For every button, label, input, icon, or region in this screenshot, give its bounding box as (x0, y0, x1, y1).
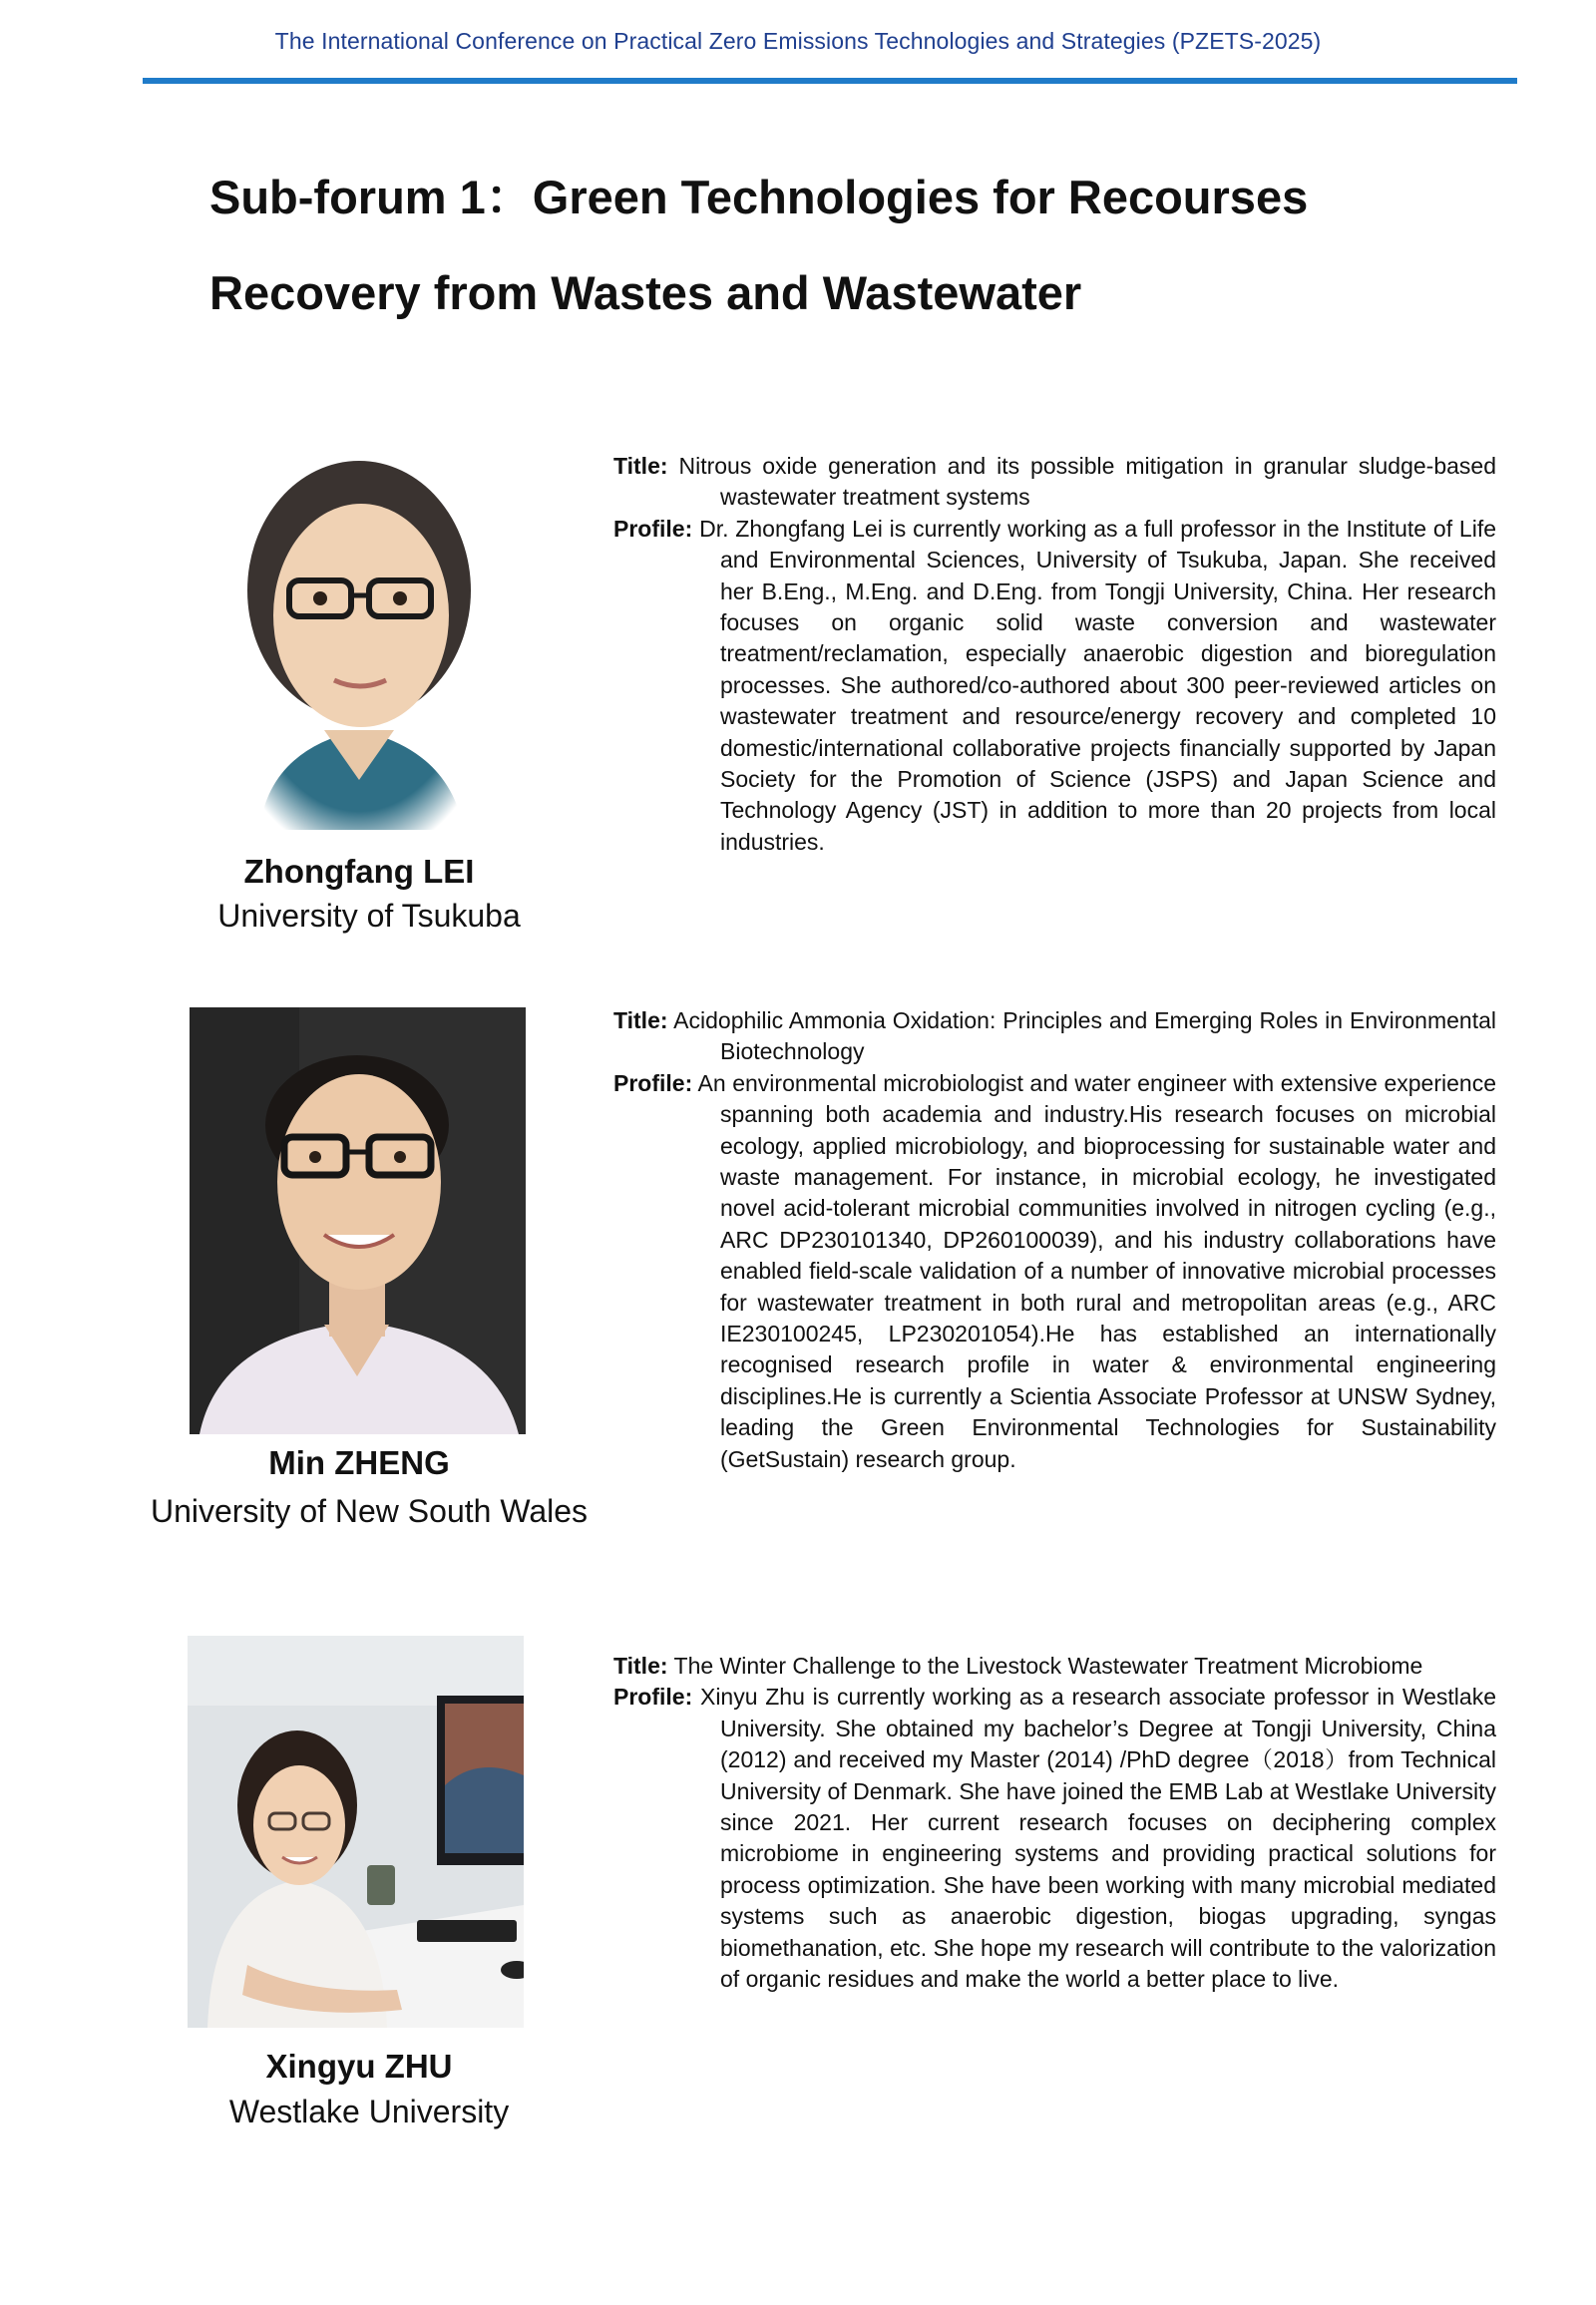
speaker-info-min-zheng (613, 1005, 1496, 1475)
subforum-heading-line1: Sub-forum 1：Green Technologies for Recourses (209, 171, 1309, 223)
speaker-affiliation: University of New South Wales (150, 1493, 589, 1529)
title-label: Title: (613, 1007, 668, 1033)
title-label: Title: (613, 1653, 668, 1679)
subforum-heading-line2: Recovery from Wastes and Wastewater (209, 266, 1082, 319)
speaker-affiliation: Westlake University (228, 2094, 510, 2129)
talk-title-entry (613, 1651, 1496, 1682)
speaker-name: Zhongfang LEI (243, 853, 475, 890)
talk-title-entry (613, 1005, 1496, 1068)
talk-title: The Winter Challenge to the Livestock Wastewater Treatment Microbiome (673, 1653, 1423, 1679)
profile-label: Profile: (613, 515, 693, 542)
portrait-man-glasses (190, 1007, 526, 1434)
speaker-name: Xingyu ZHU (265, 2048, 453, 2085)
talk-title: Nitrous oxide generation and its possible mitigation in granular sludge-based wastewater treatment systems (678, 453, 1496, 511)
title-label: Title: (613, 453, 668, 479)
portrait-woman-glasses (229, 431, 489, 840)
header-divider (143, 78, 1517, 84)
speaker-photo-xingyu-zhu (188, 1636, 524, 2028)
portrait-woman-at-desk (188, 1636, 524, 2028)
speaker-photo-min-zheng (190, 1007, 526, 1434)
profile-entry (613, 1682, 1496, 1995)
profile-entry (613, 1068, 1496, 1475)
profile-text: An environmental microbiologist and water engineer with extensive experience spanning both academia and industry.His research focuses on microbial ecology, applied microbiology, and bioprocessing for sustainable water and waste management. For instance, in microbial ecology, he investigated novel acid-tolerant microbial communities involved in nitrogen cycling (e.g., ARC DP230101340, DP260100039), and his industry collaborations have enabled field-scale validation of a number of innovative microbial processes for wastewater treatment in both rural and metropolitan areas (e.g., ARC IE230100245, LP230201054).He has established an internationally recognised research profile in water & environmental engineering disciplines.He is currently a Scientia Associate Professor at UNSW Sydney, leading the Green Environmental Technologies for Sustainability (GetSustain) research group. (697, 1069, 1496, 1472)
talk-title-entry (613, 451, 1496, 514)
speaker-photo-zhongfang-lei (229, 431, 489, 840)
speaker-info-xingyu-zhu (613, 1651, 1496, 1995)
profile-text: Xinyu Zhu is currently working as a research associate professor in Westlake University. She obtained my bachelor’s Degree at Tongji University, China (2012) and received my Master (2014) /PhD degree（2018）from Technical University of Denmark. She have joined the EMB Lab at Westlake University since 2021. Her current research focuses on deciphering complex microbiome in engineering systems and providing practical solutions for process optimization. She have been working with many microbial mediated systems such as anaerobic digestion, biogas upgrading, syngas biomethanation, etc. She hope my research will contribute to the valorization of organic residues and make the world a better place to live. (699, 1684, 1496, 1993)
speaker-affiliation: University of Tsukuba (217, 898, 521, 934)
speaker-info-zhongfang-lei (613, 451, 1496, 858)
talk-title: Acidophilic Ammonia Oxidation: Principles and Emerging Roles in Environmental Biotechnology (673, 1007, 1497, 1065)
subforum-heading (209, 150, 1406, 341)
conference-header: The International Conference on Practical Zero Emissions Technologies and Strategies (PZETS-2025) (274, 28, 1322, 54)
profile-label: Profile: (613, 1684, 693, 1711)
profile-label: Profile: (613, 1069, 693, 1096)
profile-entry (613, 514, 1496, 858)
speaker-name: Min ZHENG (268, 1444, 450, 1481)
profile-text: Dr. Zhongfang Lei is currently working as a full professor in the Institute of Life and Environmental Sciences, University of Tsukuba, Japan. She received her B.Eng., M.Eng. and D.Eng. from Tongji University, China. Her research focuses on organic solid waste conversion and wastewater treatment/reclamation, especially anaerobic digestion and bioregulation processes. She authored/co-authored about 300 peer-reviewed articles on wastewater treatment and resource/energy recovery and completed 10 domestic/international collaborative projects financially supported by Japan Society for the Promotion of Science (JSPS) and Japan Science and Technology Agency (JST) in addition to more than 20 projects from local industries. (699, 515, 1497, 855)
